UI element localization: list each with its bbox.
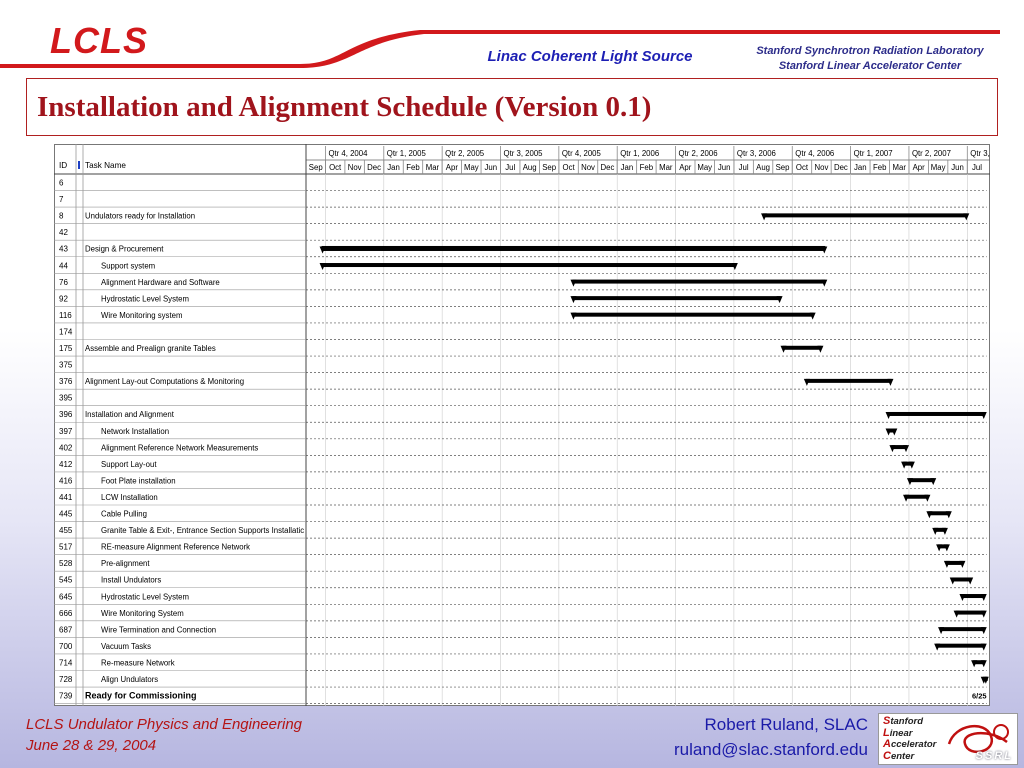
row-task-name: Hydrostatic Level System <box>101 294 189 304</box>
month-label: Oct <box>795 163 809 172</box>
row-task-name: Alignment Hardware and Software <box>101 277 220 287</box>
quarter-label: Qtr 2, 2006 <box>678 149 718 158</box>
row-id: 175 <box>59 344 73 353</box>
row-id: 376 <box>59 377 73 387</box>
month-label: Dec <box>833 163 848 172</box>
row-id: 441 <box>59 492 73 502</box>
footer-right <box>600 712 868 762</box>
month-label: Jan <box>854 163 867 172</box>
row-id: 397 <box>59 426 73 436</box>
gantt-border <box>55 145 990 706</box>
quarter-label: Qtr 3, <box>970 149 990 158</box>
month-label: Jul <box>972 163 983 172</box>
lab-line-2: Stanford Linear Accelerator Center <box>778 60 962 72</box>
row-task-name: Assemble and Prealign granite Tables <box>85 344 216 353</box>
ssrl-mark: SSRL <box>975 750 1013 762</box>
summary-bar <box>322 246 826 251</box>
row-id: 76 <box>59 277 68 287</box>
row-id: 44 <box>59 261 68 271</box>
row-id: 455 <box>59 526 73 536</box>
quarter-label: Qtr 1, 2007 <box>853 149 893 158</box>
month-label: Aug <box>756 163 771 172</box>
month-label: Jun <box>717 163 731 172</box>
row-id: 714 <box>59 658 73 668</box>
summary-bar <box>888 412 985 416</box>
quarter-label: Qtr 2, 2005 <box>445 149 485 158</box>
row-id: 8 <box>59 211 64 221</box>
row-task-name: Cable Pulling <box>101 509 147 519</box>
row-id: 395 <box>59 393 73 403</box>
row-id: 396 <box>59 410 73 420</box>
quarter-label: Qtr 3, 2006 <box>736 149 776 158</box>
row-task-name: Alignment Lay-out Computations & Monitoring <box>85 377 245 387</box>
row-task-name: Ready for Commissioning <box>85 690 197 701</box>
month-label: Aug <box>522 163 537 172</box>
row-id: 42 <box>59 228 68 238</box>
month-label: Apr <box>912 163 925 172</box>
row-task-name: Re-measure Network <box>101 658 175 668</box>
summary-bar <box>909 478 934 482</box>
month-label: Nov <box>347 163 362 172</box>
row-id: 528 <box>59 559 73 569</box>
row-id: 6 <box>59 178 64 188</box>
row-id: 517 <box>59 542 73 552</box>
month-label: Jul <box>505 163 516 172</box>
lab-line-1: Stanford Synchrotron Radiation Laboratory <box>756 45 984 57</box>
quarter-label: Qtr 4, 2006 <box>795 149 835 158</box>
row-id: 545 <box>59 575 73 585</box>
row-task-name: Granite Table & Exit-, Entrance Section Supports Installatic <box>101 526 305 536</box>
row-id: 375 <box>59 360 73 370</box>
row-task-name: RE-measure Alignment Reference Network <box>101 542 251 552</box>
summary-bar <box>940 627 985 631</box>
row-task-name: Installation and Alignment <box>85 410 174 420</box>
row-task-name: Install Undulators <box>101 575 162 585</box>
row-id: 43 <box>59 244 68 254</box>
gantt-chart <box>54 144 990 706</box>
month-label: Mar <box>659 163 673 172</box>
row-id: 412 <box>59 459 73 469</box>
quarter-label: Qtr 3, 2005 <box>503 149 543 158</box>
month-label: Sep <box>542 163 557 172</box>
row-id: 92 <box>59 294 68 304</box>
footer-left <box>26 714 302 756</box>
month-label: Oct <box>329 163 342 172</box>
month-label: Dec <box>600 163 615 172</box>
month-label: Mar <box>892 163 906 172</box>
month-label: Apr <box>679 163 692 172</box>
row-task-name: Pre-alignment <box>101 559 150 569</box>
month-label: Feb <box>406 163 420 172</box>
quarter-label: Qtr 4, 2005 <box>561 149 601 158</box>
row-id: 416 <box>59 476 73 486</box>
lcls-logo: LCLS <box>50 20 148 61</box>
info-icon <box>78 161 80 169</box>
month-label: Jan <box>387 163 400 172</box>
footer-email[interactable]: ruland@slac.stanford.edu <box>674 740 868 759</box>
milestone-label: 6/25 <box>972 691 987 701</box>
summary-bar <box>956 611 985 615</box>
footer-author: Robert Ruland, SLAC <box>704 715 868 734</box>
row-id: 666 <box>59 608 73 618</box>
month-label: Feb <box>873 163 887 172</box>
footer-date: June 28 & 29, 2004 <box>26 737 157 754</box>
summary-bar <box>322 263 736 267</box>
summary-bar <box>806 379 892 383</box>
row-id: 7 <box>59 195 64 205</box>
row-task-name: Network Installation <box>101 426 170 436</box>
month-label: Mar <box>425 163 440 172</box>
row-task-name: Vacuum Tasks <box>101 641 151 651</box>
footer-event: LCLS Undulator Physics and Engineering <box>26 716 302 733</box>
month-label: Oct <box>562 163 575 172</box>
summary-bar <box>572 296 780 300</box>
quarter-label: Qtr 1, 2005 <box>386 149 426 158</box>
row-task-name: Align Undulators <box>101 675 159 684</box>
col-header-id: ID <box>59 161 68 170</box>
quarter-label: Qtr 1, 2006 <box>620 149 660 158</box>
month-label: Dec <box>367 163 382 172</box>
month-label: Nov <box>814 163 829 172</box>
slac-logo <box>878 713 1018 765</box>
lab-name <box>740 44 1000 74</box>
row-id: 402 <box>59 443 73 453</box>
row-id: 116 <box>59 310 72 320</box>
row-task-name: Wire Monitoring system <box>101 310 183 320</box>
row-task-name: Design & Procurement <box>85 244 164 254</box>
row-task-name: LCW Installation <box>101 492 158 502</box>
row-id: 687 <box>59 625 73 635</box>
row-id: 700 <box>59 641 73 651</box>
title-box <box>26 78 998 136</box>
month-label: Feb <box>639 163 654 172</box>
slac-logo-text: Stanford Linear Accelerator Center <box>883 715 937 762</box>
month-label: Jun <box>951 163 964 172</box>
summary-bar <box>572 313 813 317</box>
month-label: Nov <box>581 163 595 172</box>
row-id: 728 <box>59 675 73 684</box>
row-task-name: Support Lay-out <box>101 459 157 469</box>
row-id: 445 <box>59 509 73 519</box>
month-label: Jan <box>620 163 634 172</box>
summary-bar <box>763 213 967 217</box>
row-task-name: Alignment Reference Network Measurements <box>101 443 259 453</box>
page-title: Installation and Alignment Schedule (Version 0.1) <box>37 91 652 123</box>
row-id: 645 <box>59 592 73 602</box>
row-task-name: Hydrostatic Level System <box>101 592 189 602</box>
quarter-label: Qtr 2, 2007 <box>911 149 951 158</box>
summary-bar <box>572 280 825 284</box>
month-label: Jul <box>738 163 749 172</box>
row-task-name: Wire Termination and Connection <box>101 625 217 635</box>
month-label: May <box>463 163 479 172</box>
quarter-label: Qtr 4, 2004 <box>328 149 368 158</box>
month-label: Sep <box>775 163 790 172</box>
row-task-name: Undulators ready for Installation <box>85 211 196 221</box>
row-id: 739 <box>59 691 73 701</box>
header-subtitle: Linac Coherent Light Source <box>487 48 693 65</box>
month-label: Jun <box>484 163 498 172</box>
month-label: Sep <box>308 163 323 172</box>
row-task-name: Wire Monitoring System <box>101 608 184 618</box>
row-id: 174 <box>59 327 73 337</box>
row-task-name: Foot Plate installation <box>101 476 176 486</box>
month-label: May <box>930 163 946 172</box>
summary-bar <box>783 346 822 350</box>
summary-bar <box>936 644 985 648</box>
col-header-task: Task Name <box>85 161 126 170</box>
month-label: Apr <box>445 163 458 172</box>
month-label: May <box>697 163 713 172</box>
row-task-name: Support system <box>101 261 156 271</box>
